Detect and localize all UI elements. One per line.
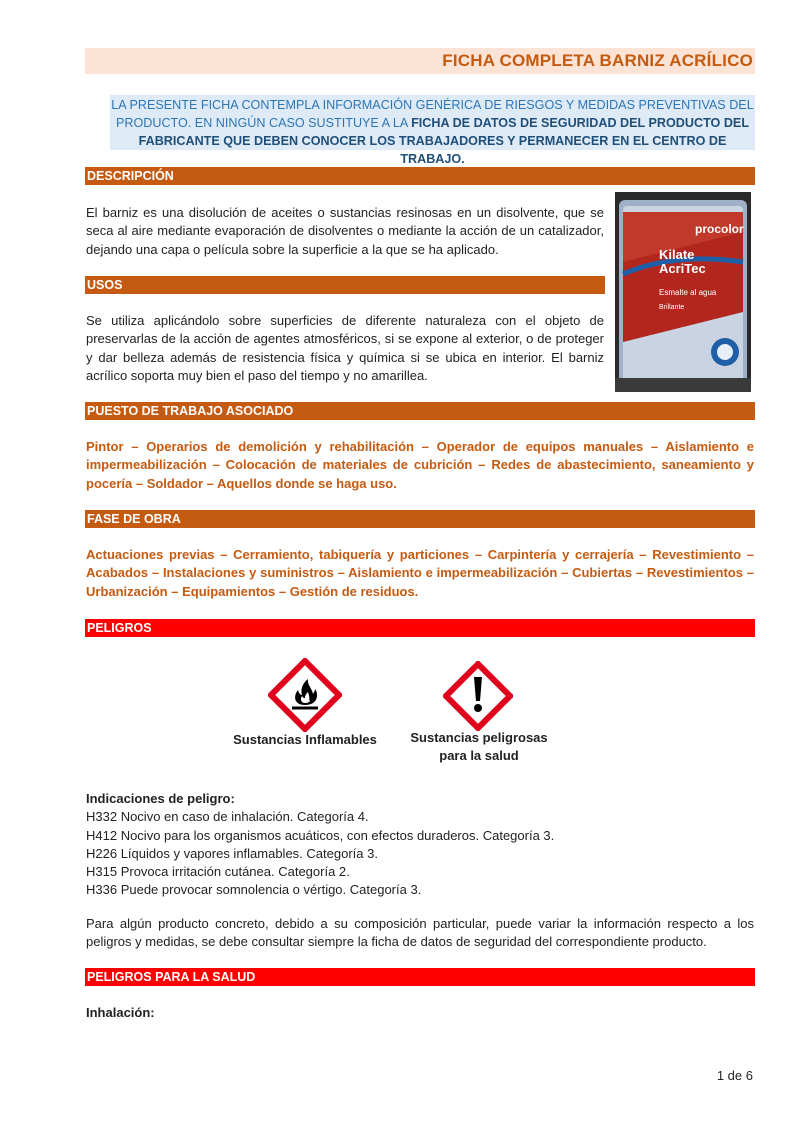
hazard-statement: H412 Nocivo para los organismos acuáticos, con efectos duraderos. Categoría 3.	[86, 827, 555, 843]
pictogram-health-label	[395, 729, 563, 765]
fase-text: Actuaciones previas – Cerramiento, tabiquería y particiones – Carpintería y cerrajería – Revestimiento – Acabados – Instalaciones y suministros – Aislamiento e impermeabilización – Cubiertas – Revestimientos – Urbanización – Equipamientos – Gestión de residuos.	[86, 547, 754, 599]
usos-text: Se utiliza aplicándolo sobre superficies de diferente naturaleza con el objeto de preservarlas de la acción de agentes atmosféricos, si se expone al exterior, o de proteger y dar belleza además de resistencia física y química si se ubica en interior. El barniz acrílico soporta muy bien el paso del tiempo y no amarillea.	[86, 313, 604, 383]
hazard-statements	[86, 790, 756, 900]
hazard-statement: H336 Puede provocar somnolencia o vértigo. Categoría 3.	[86, 882, 422, 898]
pictogram-health-label-line1: Sustancias peligrosas	[410, 730, 548, 745]
hazard-statement: H226 Líquidos y vapores inflamables. Categoría 3.	[86, 845, 378, 861]
page-title: FICHA COMPLETA BARNIZ ACRÍLICO	[442, 51, 753, 70]
notice-bold: FICHA DE DATOS DE SEGURIDAD DEL PRODUCTO DEL FABRICANTE QUE DEBEN CONOCER LOS TRABAJADORES Y PERMANECER EN EL CENTRO DE TRABAJO.	[138, 116, 750, 166]
exclamation-icon	[443, 661, 513, 731]
pictogram-flammable-label: Sustancias Inflamables	[233, 732, 377, 747]
product-photo	[615, 192, 751, 392]
product-brand: procolor	[695, 222, 744, 236]
section-salud-heading: PELIGROS PARA LA SALUD	[85, 968, 755, 986]
hazard-statements-title: Indicaciones de peligro:	[86, 791, 235, 806]
descripcion-text: El barniz es una disolución de aceites o sustancias resinosas en un disolvente, que se seca al aire mediante evaporación de disolventes o mediante la acción de un catalizador, dejando una capa o película sobre la superficie a la que se ha aplicado.	[86, 205, 604, 257]
pictogram-health-label-line2: para la salud	[439, 748, 519, 763]
inhalacion-label: Inhalación:	[86, 1005, 155, 1020]
puesto-text: Pintor – Operarios de demolición y rehabilitación – Operador de equipos manuales – Aislamiento e impermeabilización – Colocación de materiales de cubrición – Redes de abastecimiento, saneamiento y pocería – Soldador – Aquellos donde se haga uso.	[86, 439, 754, 491]
peligros-note: Para algún producto concreto, debido a su composición particular, puede variar la información respecto a los peligros y medidas, se debe consultar siempre la ficha de datos de seguridad del correspondiente producto.	[86, 916, 754, 950]
section-fase-heading: FASE DE OBRA	[85, 510, 755, 528]
product-name-1: Kilate	[659, 247, 695, 262]
section-descripcion-heading: DESCRIPCIÓN	[85, 167, 755, 185]
product-sub: Esmalte al agua	[659, 288, 717, 297]
hazard-statement: H332 Nocivo en caso de inhalación. Categoría 4.	[86, 809, 369, 825]
section-peligros-heading: PELIGROS	[85, 619, 755, 637]
notice-normal: LA PRESENTE FICHA CONTEMPLA INFORMACIÓN GENÉRICA DE RIESGOS Y MEDIDAS PREVENTIVAS DEL PRODUCTO. EN NINGÚN CASO SUSTITUYE A LA	[111, 98, 754, 130]
title-bar	[85, 48, 755, 74]
flame-icon	[268, 658, 342, 732]
page-number: 1 de 6	[716, 1068, 753, 1083]
notice-text	[110, 95, 755, 168]
section-usos-heading: USOS	[85, 276, 605, 294]
hazard-statement: H315 Provoca irritación cutánea. Categoría 2.	[86, 864, 350, 880]
product-finish: Brillante	[659, 304, 685, 311]
product-name-2: AcriTec	[659, 261, 706, 276]
notice-box	[110, 95, 755, 166]
section-puesto-heading: PUESTO DE TRABAJO ASOCIADO	[85, 402, 755, 420]
